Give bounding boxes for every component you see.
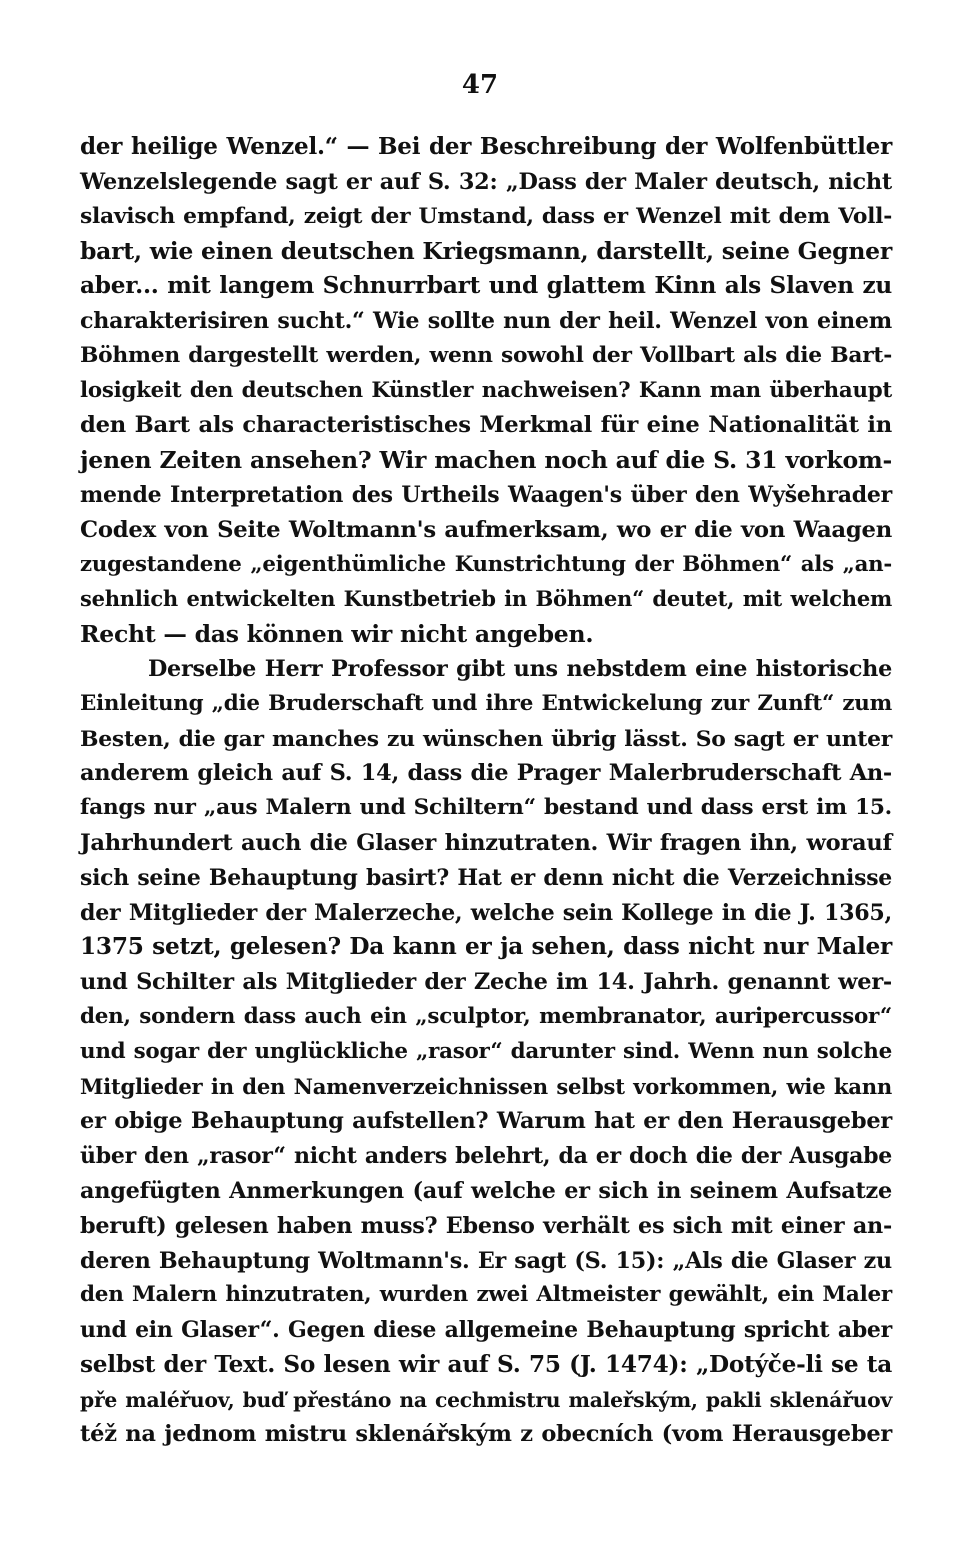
text-line: und Schilter als Mitglieder der Zeche im 14. Jahrh. genannt wer-	[80, 969, 892, 996]
text-line: beruft) gelesen haben muss? Ebenso verhält es sich mit einer an-	[80, 1212, 892, 1239]
text-line: slavisch empfand, zeigt der Umstand, dass er Wenzel mit dem Voll-	[80, 203, 892, 229]
text-line: Jahrhundert auch die Glaser hinzutraten. Wir fragen ihn, worauf	[80, 829, 892, 856]
text-line: angefügten Anmerkungen (auf welche er sich in seinem Aufsatze	[80, 1177, 892, 1204]
text-line: Besten, die gar manches zu wünschen übrig lässt. So sagt er unter	[80, 725, 892, 752]
text-line: sich seine Behauptung basirt? Hat er denn nicht die Verzeichnisse	[80, 864, 892, 891]
paragraph-start-line: Derselbe Herr Professor gibt uns nebstdem eine historische	[148, 655, 892, 682]
text-line: jenen Zeiten ansehen? Wir machen noch auf die S. 31 vorkom-	[80, 446, 892, 475]
body-text	[80, 130, 892, 1452]
text-line: der heilige Wenzel.“ — Bei der Beschreibung der Wolfenbüttler	[80, 133, 892, 160]
text-line: selbst der Text. So lesen wir auf S. 75 (J. 1474): „Dotýče-li se ta	[80, 1350, 892, 1378]
text-line: den, sondern dass auch ein „sculptor, membranator, auripercussor“	[80, 1003, 892, 1029]
text-line: Einleitung „die Bruderschaft und ihre Entwickelung zur Zunft“ zum	[80, 690, 892, 716]
page-number: 47	[461, 70, 499, 100]
text-line: sehnlich entwickelten Kunstbetrieb in Böhmen“ deutet, mit welchem	[80, 586, 892, 612]
text-line: Mitglieder in den Namenverzeichnissen selbst vorkommen, wie kann	[80, 1073, 892, 1099]
text-line: den Bart als characteristisches Merkmal für eine Nationalität in	[80, 412, 892, 439]
text-line: deren Behauptung Woltmann's. Er sagt (S. 15): „Als die Glaser zu	[80, 1247, 892, 1274]
text-line: der Mitglieder der Malerzeche, welche sein Kollege in die J. 1365,	[80, 899, 892, 926]
text-line: und ein Glaser“. Gegen diese allgemeine Behauptung spricht aber	[80, 1317, 892, 1344]
text-line: losigkeit den deutschen Künstler nachweisen? Kann man überhaupt	[80, 377, 892, 403]
text-line: den Malern hinzutraten, wurden zwei Altmeister gewählt, ein Maler	[80, 1282, 892, 1308]
paragraph-end-line: Recht — das können wir nicht angeben.	[80, 620, 594, 649]
text-line: anderem gleich auf S. 14, dass die Prager Malerbruderschaft An-	[80, 760, 892, 787]
text-line: Böhmen dargestellt werden, wenn sowohl der Vollbart als die Bart-	[80, 342, 892, 368]
text-line: Wenzelslegende sagt er auf S. 32: „Dass der Maler deutsch, nicht	[80, 168, 892, 195]
text-line: zugestandene „eigenthümliche Kunstrichtung der Böhmen“ als „an-	[80, 551, 892, 577]
text-line: aber... mit langem Schnurrbart und glattem Kinn als Slaven zu	[80, 272, 892, 300]
text-line: též na jednom mistru sklenářským z obecních (vom Herausgeber	[80, 1421, 892, 1448]
text-line: pře maléřuov, buď přestáno na cechmistru maleřským, pakli sklenářuov	[80, 1387, 892, 1412]
text-line: charakterisiren sucht.“ Wie sollte nun der heil. Wenzel von einem	[80, 307, 892, 334]
text-line: mende Interpretation des Urtheils Waagen's über den Wyšehrader	[80, 481, 892, 508]
text-line: Codex von Seite Woltmann's aufmerksam, wo er die von Waagen	[80, 516, 892, 543]
text-line: er obige Behauptung aufstellen? Warum hat er den Herausgeber	[80, 1108, 892, 1135]
text-line: bart, wie einen deutschen Kriegsmann, darstellt, seine Gegner	[80, 237, 892, 266]
text-line: und sogar der unglückliche „rasor“ darunter sind. Wenn nun solche	[80, 1038, 892, 1064]
text-line: 1375 setzt, gelesen? Da kann er ja sehen, dass nicht nur Maler	[80, 933, 892, 961]
text-line: über den „rasor“ nicht anders belehrt, da er doch die der Ausgabe	[80, 1143, 892, 1170]
text-line: fangs nur „aus Malern und Schiltern“ bestand und dass erst im 15.	[80, 795, 892, 821]
